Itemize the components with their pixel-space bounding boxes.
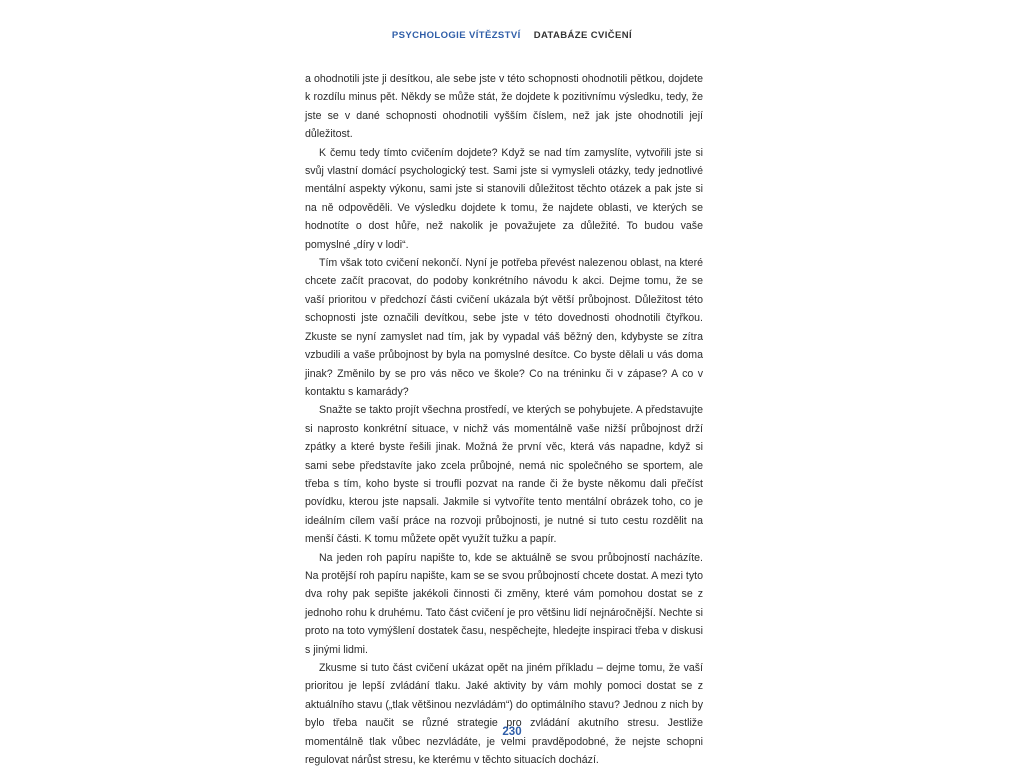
paragraph: Zkusme si tuto část cvičení ukázat opět na jiném příkladu – dejme tomu, že vaší prioritou je lepší zvládání tlaku. Jaké aktivity by vám mohly pomoci dostat se z aktuálního stavu („tlak většinou nezvládám“) do optimálního stavu? Jednou z nich by bylo třeba naučit se různé strategie pro zvládání akutního stresu. Jestliže momentálně tlak vůbec nezvládáte, je velmi pravděpodobné, že nejste schopni regulovat nárůst stresu, ke kterému v těchto situacích dochází. — [305, 662, 703, 767]
section-title: DATABÁZE CVIČENÍ — [533, 30, 633, 41]
paragraph: K čemu tedy tímto cvičením dojdete? Když se nad tím zamyslíte, vytvořili jste si svůj vlastní domácí psychologický test. Sami jste si vymysleli otázky, tedy jednotlivé mentální aspekty výkonu, sami jste si stanovili důležitost těchto otázek a pak jste si na ně odpověděli. Ve výsledku dojdete k tomu, že najdete oblasti, ve kterých se hodnotíte o dost hůře, než nakolik je považujete za důležité. To budou vaše pomyslné „díry v lodi“. — [305, 146, 703, 251]
paragraph: a ohodnotili jste ji desítkou, ale sebe jste v této schopnosti ohodnotili pětkou, dojdete k rozdílu minus pět. Někdy se může stát, že dojdete k pozitivnímu výsledku, tedy, že jste se v dané schopnosti ohodnotili vyšším číslem, než jak jste ohodnotili její důležitost. — [305, 73, 703, 141]
paragraph: Snažte se takto projít všechna prostředí, ve kterých se pohybujete. A představujte si naprosto konkrétní situace, v nichž vás momentálně vaše nižší průbojnost drží zpátky a které byste řešili jinak. Možná že první věc, která vás napadne, když si sami sebe představíte jako zcela průbojné, nemá nic společného se sportem, ale třeba s tím, koho byste si troufli pozvat na rande či že byste někomu dali přečíst povídku, kterou jste napsali. Jakmile si vytvoříte tento mentální obrázek toho, co je ideálním cílem vaší práce na rozvoji průbojnosti, je nutné si tuto cestu rozdělit na menší části. K tomu můžete opět využít tužku a papír. — [305, 404, 703, 546]
book-title: PSYCHOLOGIE VÍTĚZSTVÍ — [391, 30, 521, 41]
paragraph: Na jeden roh papíru napište to, kde se aktuálně se svou průbojností nacházíte. Na protější roh papíru napište, kam se se svou průbojností chcete dostat. A mezi tyto dva rohy pak sepište jakékoli činnosti či změny, které vám pomohou dostat se z jednoho rohu k druhému. Tato část cvičení je pro většinu lidí nejnáročnější. Nechte si proto na toto vymýšlení dostatek času, nespěchejte, hledejte inspiraci třeba v diskusi s jinými lidmi. — [305, 551, 703, 656]
body-text — [305, 70, 703, 768]
paragraph: Tím však toto cvičení nekončí. Nyní je potřeba převést nalezenou oblast, na které chcete začít pracovat, do podoby konkrétního návodu k akci. Dejme tomu, že se vaší prioritou v předchozí části cvičení ukázala být větší průbojnost. Důležitost této schopnosti jste označili devítkou, sebe jste v této dovednosti ohodnotili čtyřkou. Zkuste se nyní zamyslet nad tím, jak by vypadal váš běžný den, kdybyste se zítra vzbudili a vaše průbojnost by byla na pomyslné desítce. Co byste dělali u vás doma jinak? Změnilo by se pro vás něco ve škole? Co na tréninku či v zápase? A co v kontaktu s kamarády? — [305, 257, 703, 398]
page-number: 230 — [502, 726, 522, 738]
running-header — [0, 30, 1024, 41]
